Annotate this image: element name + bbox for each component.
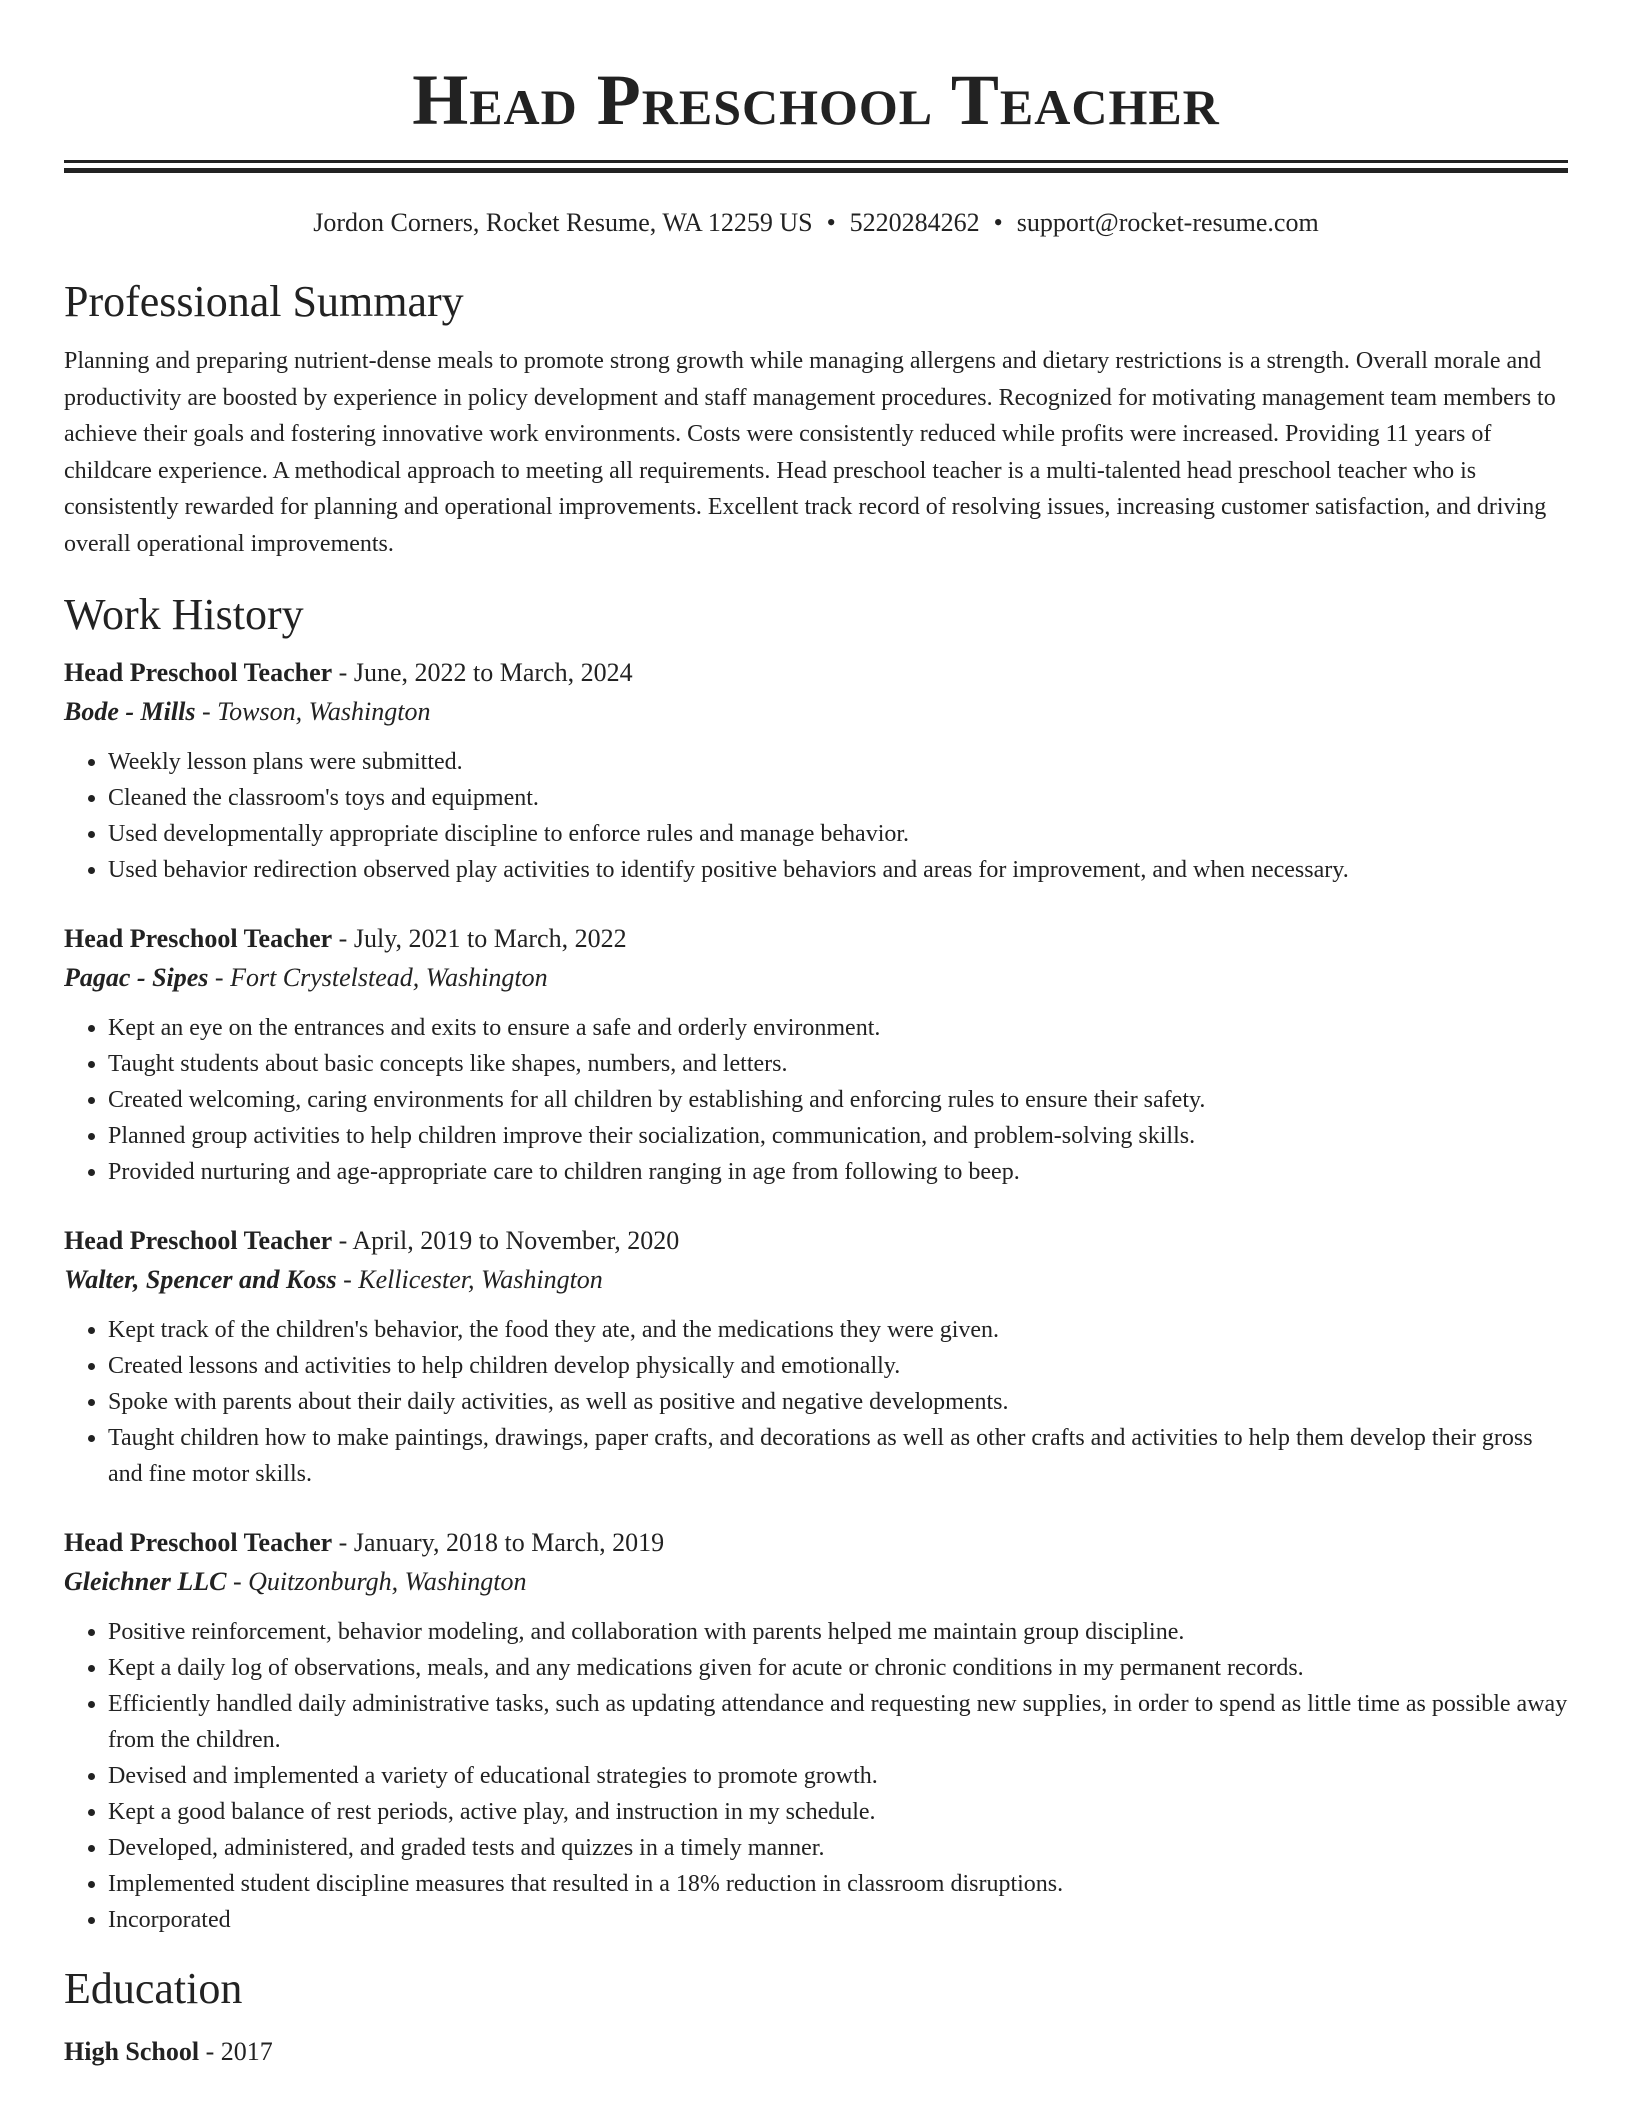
job-bullets [64, 1614, 1568, 1938]
job-title-line [64, 654, 1568, 692]
summary-text: Planning and preparing nutrient-dense meals to promote strong growth while managing allergens and dietary restrictions is a strength. Overall morale and productivity are boosted by experience in policy development and staff management procedures. Recognized for motivating management team members to achieve their goals and fostering innovative work environments. Costs were consistently reduced while profits were increased. Providing 11 years of childcare experience. A methodical approach to meeting all requirements. Head preschool teacher is a multi-talented head preschool teacher who is consistently rewarded for planning and operational improvements. Excellent track record of resolving issues, increasing customer satisfaction, and driving overall operational improvements. [64, 348, 1556, 557]
job-title: Head Preschool Teacher [64, 1226, 333, 1255]
job-bullet: • Kept an eye on the entrances and exits to ensure a safe and orderly environment. [108, 1010, 1568, 1046]
job-location: - Kellicester, Washington [336, 1265, 603, 1294]
job-bullets [64, 1010, 1568, 1190]
job-bullet: • Provided nurturing and age-appropriate care to children ranging in age from following to beep. [108, 1154, 1568, 1190]
job-bullet: • Developed, administered, and graded tests and quizzes in a timely manner. [108, 1830, 1568, 1866]
job-title: Head Preschool Teacher [64, 924, 333, 953]
education-entry [64, 2034, 1568, 2070]
job-bullet: • Cleaned the classroom's toys and equipment. [108, 780, 1568, 816]
contact-phone: 5220284262 [849, 208, 980, 237]
job-bullet: • Spoke with parents about their daily activities, as well as positive and negative developments. [108, 1384, 1568, 1420]
job-title: Head Preschool Teacher [64, 1528, 333, 1557]
job-title-line [64, 1222, 1568, 1260]
job-bullet: • Planned group activities to help children improve their socialization, communication, and problem-solving skills. [108, 1118, 1568, 1154]
job-company: Gleichner LLC [64, 1567, 227, 1596]
education-school: High School [64, 2037, 200, 2066]
title-divider [64, 160, 1568, 173]
job-title-line [64, 920, 1568, 958]
job-dates: - January, 2018 to March, 2019 [332, 1528, 665, 1557]
job-bullet: • Created lessons and activities to help children develop physically and emotionally. [108, 1348, 1568, 1384]
contact-address: Jordon Corners, Rocket Resume, WA 12259 US [313, 208, 813, 237]
job-title: Head Preschool Teacher [64, 658, 333, 687]
job-company-line [64, 958, 1568, 998]
job-bullet: • Devised and implemented a variety of educational strategies to promote growth. [108, 1758, 1568, 1794]
job-bullet: • Weekly lesson plans were submitted. [108, 744, 1568, 780]
contact-separator: • [993, 208, 1003, 237]
job-bullet: • Kept track of the children's behavior, the food they ate, and the medications they were given. [108, 1312, 1568, 1348]
contact-email: support@rocket-resume.com [1016, 208, 1319, 237]
job-entry [64, 654, 1568, 888]
job-bullet: • Implemented student discipline measures that resulted in a 18% reduction in classroom disruptions. [108, 1866, 1568, 1902]
job-bullet: • Kept a daily log of observations, meals, and any medications given for acute or chronic conditions in my permanent records. [108, 1650, 1568, 1686]
education-year: - 2017 [199, 2037, 273, 2066]
contact-line [64, 207, 1568, 239]
job-dates: - July, 2021 to March, 2022 [332, 924, 627, 953]
resume-title: Head Preschool Teacher [412, 60, 1220, 140]
work-history-heading: Work History [64, 590, 304, 639]
job-title-line [64, 1524, 1568, 1562]
contact-separator: • [826, 208, 836, 237]
job-dates: - April, 2019 to November, 2020 [332, 1226, 680, 1255]
job-bullet: • Kept a good balance of rest periods, active play, and instruction in my schedule. [108, 1794, 1568, 1830]
job-company: Bode - Mills [64, 697, 196, 726]
job-bullet: • Efficiently handled daily administrative tasks, such as updating attendance and requesting new supplies, in order to spend as little time as possible away from the children. [108, 1686, 1568, 1758]
job-bullet: • Taught children how to make paintings, drawings, paper crafts, and decorations as well as other crafts and activities to help them develop their gross and fine motor skills. [108, 1420, 1568, 1492]
job-location: - Towson, Washington [195, 697, 431, 726]
job-location: - Quitzonburgh, Washington [226, 1567, 527, 1596]
job-bullet: • Used behavior redirection observed play activities to identify positive behaviors and areas for improvement, and when necessary. [108, 852, 1568, 888]
education-heading: Education [64, 1964, 243, 2013]
job-bullet: • Created welcoming, caring environments for all children by establishing and enforcing rules to ensure their safety. [108, 1082, 1568, 1118]
job-bullet: • Taught students about basic concepts like shapes, numbers, and letters. [108, 1046, 1568, 1082]
job-entry [64, 1222, 1568, 1492]
resume-page [64, 0, 1568, 2070]
job-bullets [64, 744, 1568, 888]
summary-heading: Professional Summary [64, 277, 464, 326]
job-bullet: • Positive reinforcement, behavior modeling, and collaboration with parents helped me maintain group discipline. [108, 1614, 1568, 1650]
job-company: Pagac - Sipes [64, 963, 209, 992]
job-company: Walter, Spencer and Koss [64, 1265, 337, 1294]
job-bullet: • Used developmentally appropriate discipline to enforce rules and manage behavior. [108, 816, 1568, 852]
job-company-line [64, 1260, 1568, 1300]
job-entry [64, 1524, 1568, 1938]
job-company-line [64, 1562, 1568, 1602]
job-bullets [64, 1312, 1568, 1492]
job-bullet: • Incorporated [108, 1902, 1568, 1938]
job-company-line [64, 692, 1568, 732]
job-location: - Fort Crystelstead, Washington [208, 963, 548, 992]
job-entry [64, 920, 1568, 1190]
job-dates: - June, 2022 to March, 2024 [332, 658, 633, 687]
